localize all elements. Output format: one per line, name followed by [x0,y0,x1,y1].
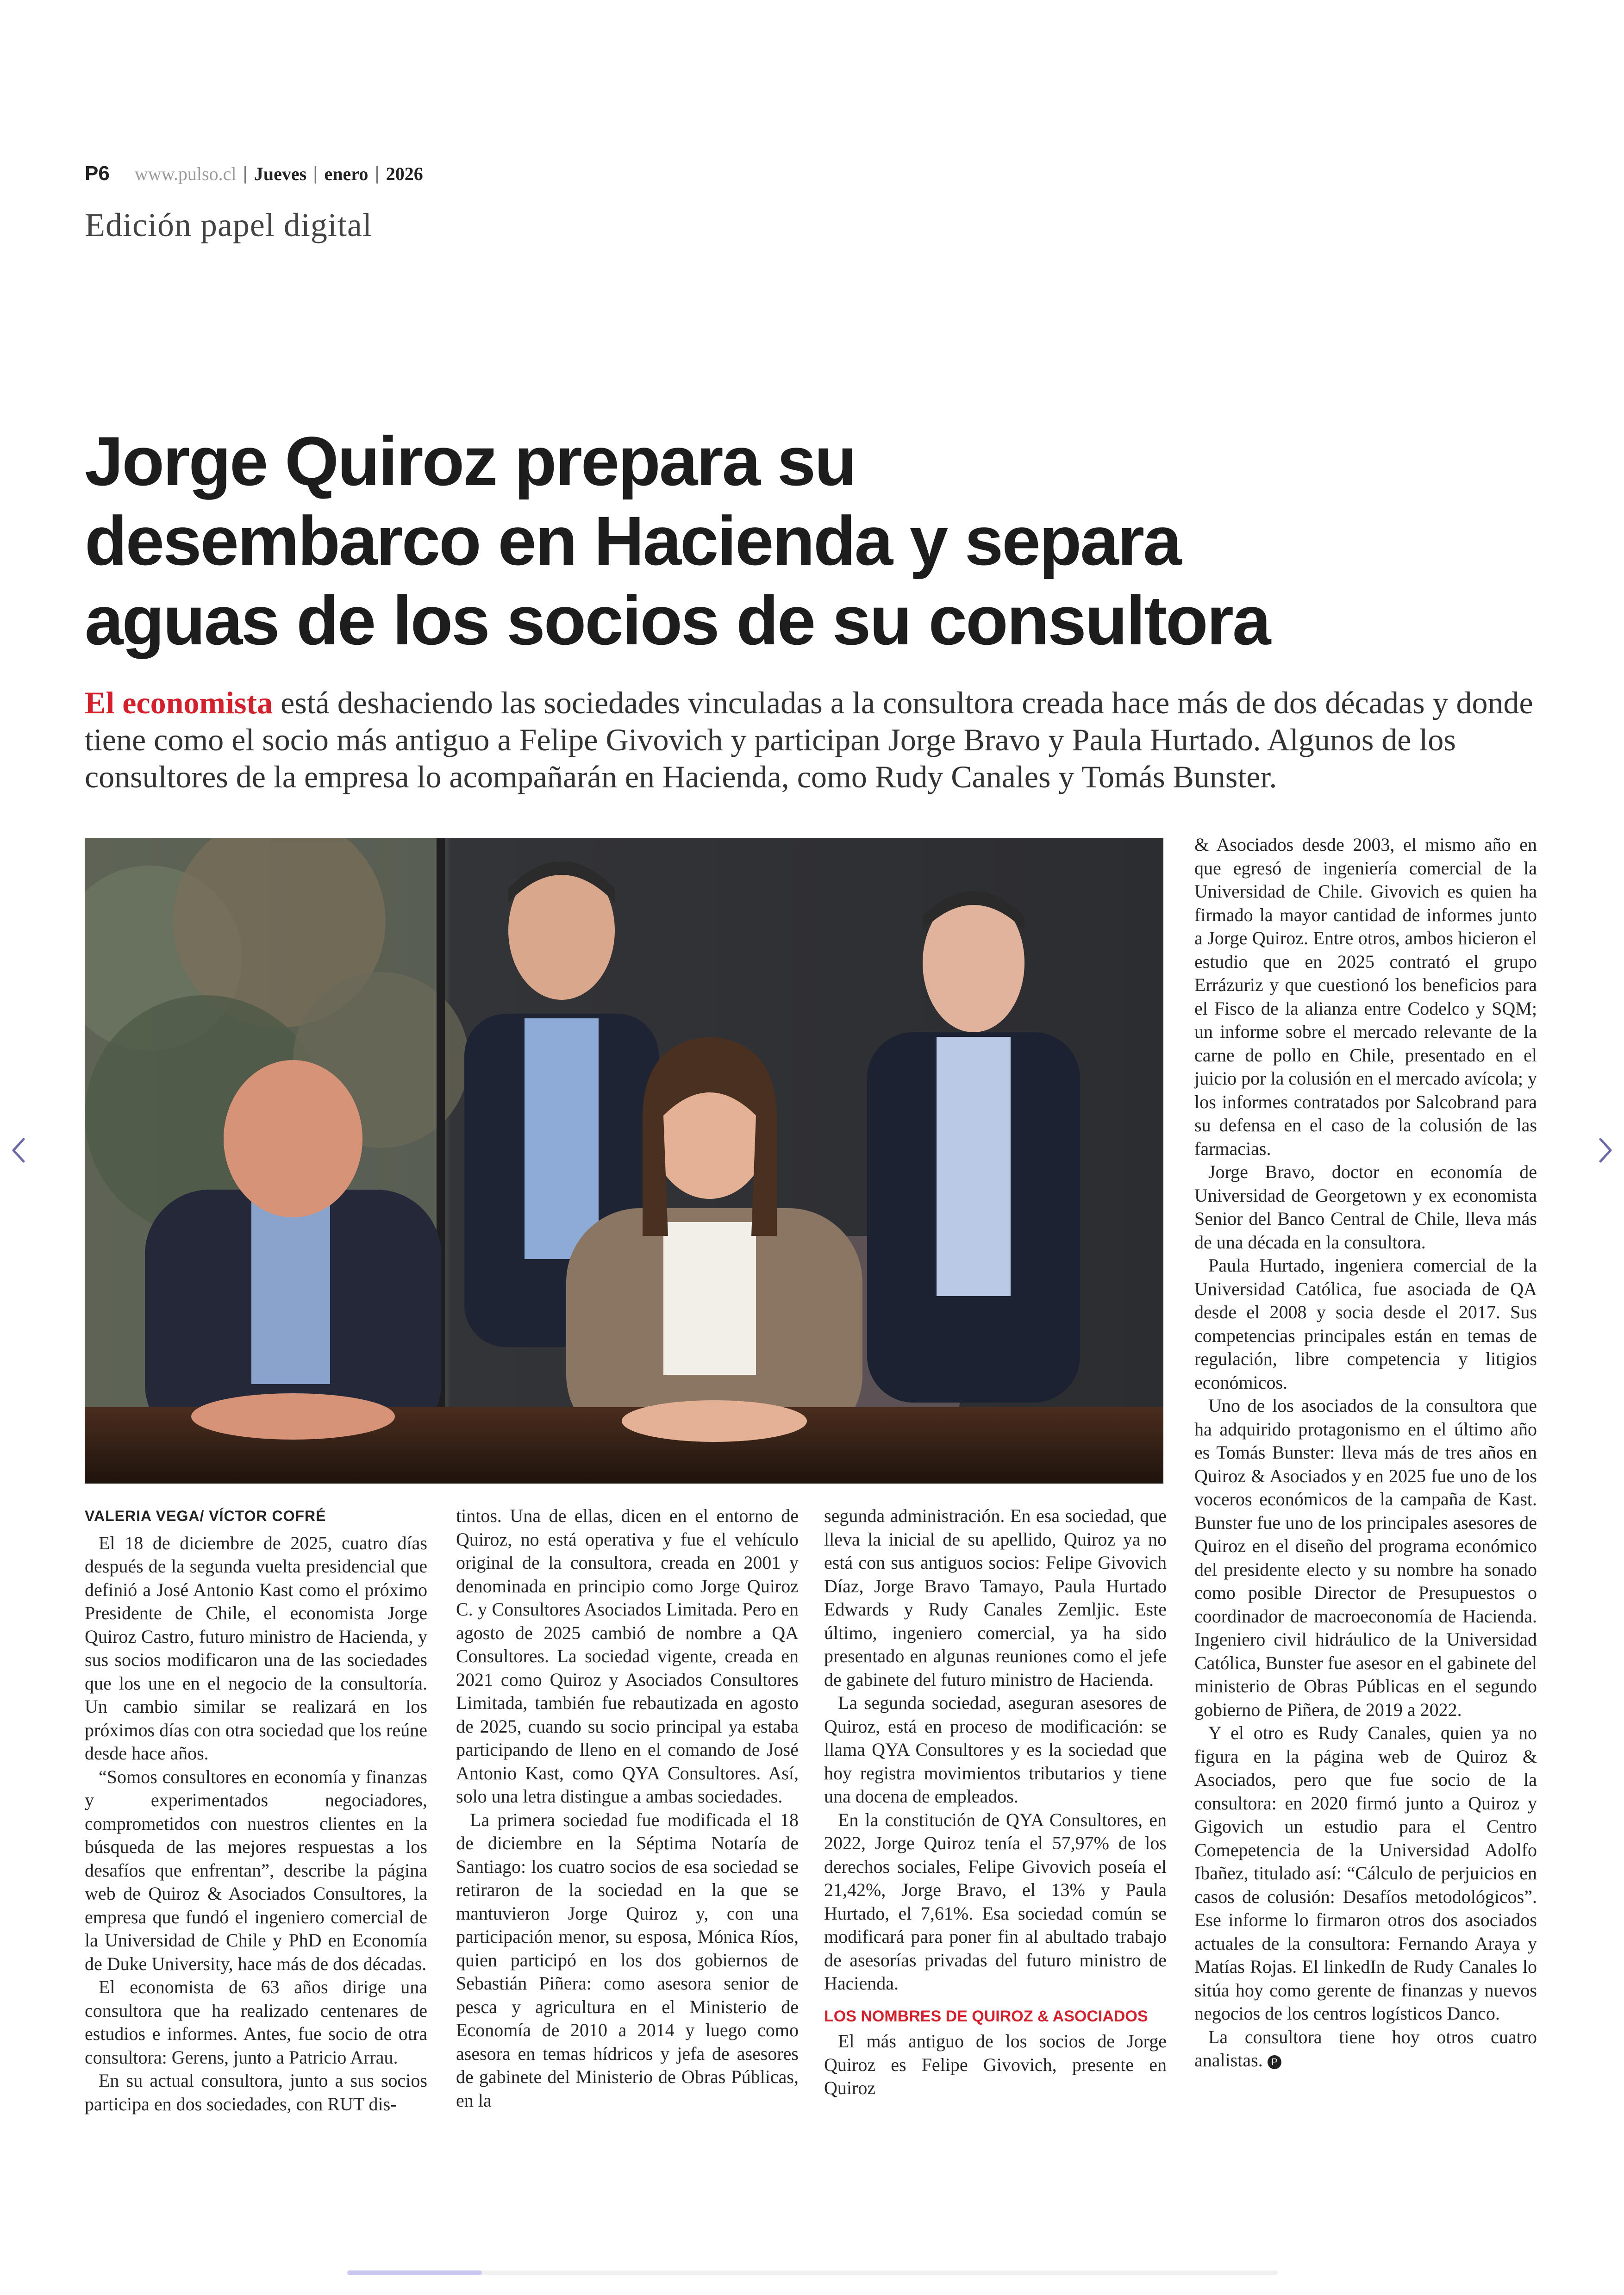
paragraph: La segunda sociedad, aseguran asesores de Quiroz, está en proceso de modificación: se llama QYA Consultores y es la sociedad que hoy registra movimientos tributarios y tiene una docena de empleados. [824,1692,1167,1807]
paragraph: El más antiguo de los socios de Jorge Quiroz es Felipe Givovich, presente en Quiroz [824,2031,1167,2098]
next-page-button[interactable] [1592,1129,1619,1171]
headline-line-3: aguas de los socios de su consultora [85,581,1270,659]
paragraph: & Asociados desde 2003, el mismo año en que egresó de ingeniería comercial de la Universidad de Chile. Givovich es quien ha firmado la mayor cantidad de informes junto a Jorge Quiroz. Entre otros, ambos hicieron el estudio que en 2025 contrató el grupo Errázuriz y que cuestionó los beneficios para el Fisco de la alianza entre Codelco y SQM; un informe sobre el mercado relevante de la carne de pollo en Chile, presentado en el juicio por la colusión en el mercado avícola; y los informes contratados por Salcobrand para su defensa en el caso de la colusión de las farmacias. [1194,834,1537,1159]
paragraph: segunda administración. En esa sociedad, que lleva la inicial de su apellido, Quiroz ya no está con sus antiguos socios: Felipe Givovich Díaz, Jorge Bravo Tamayo, Paula Hurtado Edwards y Rudy Canales Zemljic. Este último, ingeniero comercial, ya ha sido presentado en algunas reuniones como el jefe de gabinete del futuro ministro de Hacienda. [824,1505,1167,1690]
standfirst-kicker: El economista [85,685,273,720]
page-scrollbar[interactable] [347,2270,1278,2275]
paragraph: Jorge Bravo, doctor en economía de Universidad de Georgetown y ex economista Senior del Banco Central de Chile, lleva más de una década en la consultora. [1194,1161,1537,1253]
article-column-3 [824,1504,1167,2100]
edition-label: Edición papel digital [85,206,372,243]
headline-line-1: Jorge Quiroz prepara su [85,422,856,500]
paragraph: En la constitución de QYA Consultores, en 2022, Jorge Quiroz tenía el 57,97% de los derechos sociales, Felipe Givovich poseía el 21,42%, Jorge Bravo, el 13% y Paula Hurtado, el 7,61%. Esa sociedad común se modificará para poner fin al abultado trabajo de asesorías privadas del futuro ministro de Hacienda. [824,1809,1167,1994]
standfirst-text: está deshaciendo las sociedades vinculadas a la consultora creada hace más de dos décadas y donde tiene como el socio más antiguo a Felipe Givovich y participan Jorge Bravo y Paula Hurtado. Algunos de los consultores de la empresa lo acompañarán en Hacienda, como Rudy Canales y Tomás Bunster. [85,685,1533,794]
chevron-right-icon [1598,1137,1613,1163]
article-standfirst [85,684,1534,795]
article-column-1 [85,1504,427,2116]
paragraph: Y el otro es Rudy Canales, quien ya no figura en la página web de Quiroz & Asociados, pero que fue socio de la consultora: en 2020 firmó junto a Quiroz y Gigovich un estudio para el Centro Comepetencia de la Universidad Adolfo Ibañez, titulado así: “Cálculo de perjuicios en casos de colusión: Desafíos metodológicos”. Ese informe lo firmaron otros dos asociados actuales de la consultora: Fernando Araya y Matías Rojas. El linkedIn de Rudy Canales lo sitúa hoy como gerente de finanzas y nuevos negocios de los centros logísticos Danco. [1194,1722,1537,2024]
end-of-article-icon: P [1268,2055,1281,2069]
article-photo [85,838,1163,1484]
paragraph: La primera sociedad fue modificada el 18 de diciembre en la Séptima Notaría de Santiago: los cuatro socios de esa sociedad se retiraron de la sociedad en la que se mantuvieron Jorge Quiroz y, con una participación menor, su esposa, Mónica Ríos, quien participó en los dos gobiernos de Sebastián Piñera: como asesora senior de pesca y agricultura en el Ministerio de Economía de 2010 a 2014 y luego como asesora en temas hídricos y jefa de asesores de gabinete del Ministerio de Obras Públicas, en la [456,1809,799,2111]
paragraph: Uno de los asociados de la consultora que ha adquirido protagonismo en el último año es Tomás Bunster: lleva más de tres años en Quiroz & Asociados y en 2025 fue uno de los voceros económicos de la campaña de Kast. Bunster fue uno de los principales asesores de Quiroz en el diseño del programa económico del presidente electo y su nombre ha sonado como posible Director de Presupuestos o coordinador de macroeconomía de Hacienda. Ingeniero civil hidráulico de la Universidad Católica, Bunster fue asesor en el gabinete del ministerio de Obras Públicas en el segundo gobierno de Piñera, de 2019 a 2022. [1194,1395,1537,1720]
headline-line-2: desembarco en Hacienda y separa [85,502,1181,580]
page-folio: P6 www.pulso.cl | Jueves | enero | 2026 [85,162,423,185]
article-headline [85,421,1520,660]
chevron-left-icon [11,1137,26,1163]
paragraph: tintos. Una de ellas, dicen en el entorno de Quiroz, no está operativa y fue el vehículo original de la consultora, creada en 2001 y denominada en principio como Jorge Quiroz C. y Consultores Asociados Limitada. Pero en agosto de 2025 cambió de nombre a QA Consultores. La sociedad vigente, creada en 2021 como Quiroz y Asociados Consultores Limitada, también fue rebautizada en agosto de 2025, cuando su socio principal ya estaba participando de lleno en el comando de José Antonio Kast, como QYA Consultores. Así, solo una letra distingue a ambas sociedades. [456,1505,799,1807]
page-number: P6 [85,162,110,185]
paragraph: “Somos consultores en economía y finanzas y experimentados negociadores, comprometidos con nuestros clientes en la búsqueda de las mejores respuestas a los desafíos que enfrentan”, describe la página web de Quiroz & Asociados Consultores, la empresa que fundó el ingeniero comercial de la Universidad de Chile y PhD en Economía de Duke University, hace más de dos décadas. [85,1766,427,1974]
page-scrollbar-thumb[interactable] [347,2270,482,2275]
issue-year: 2026 [386,163,423,184]
final-sentence: La consultora tiene hoy otros cuatro analistas. [1194,2026,1537,2070]
paragraph: El economista de 63 años dirige una consultora que ha realizado centenares de estudios e informes. Antes, fue socio de otra consultora: Gerens, junto a Patricio Arrau. [85,1977,427,2068]
site-url: www.pulso.cl [134,163,237,184]
previous-page-button[interactable] [5,1129,32,1171]
paragraph: Paula Hurtado, ingeniera comercial de la Universidad Católica, fue asociada de QA desde el 2008 y socia desde el 2017. Sus competencias principales están en temas de regulación, libre competencia y litigios económicos. [1194,1255,1537,1393]
article-column-2 [456,1504,799,2112]
section-subhead: LOS NOMBRES DE QUIROZ & ASOCIADOS [824,2007,1148,2025]
paragraph-final [1194,2026,1537,2072]
issue-month: enero [324,163,369,184]
paragraph: El 18 de diciembre de 2025, cuatro días después de la segunda vuelta presidencial que definió a José Antonio Kast como el próximo Presidente de Chile, el economista Jorge Quiroz Castro, futuro ministro de Hacienda, y sus socios modificaron una de las sociedades que los une en el negocio de la consultoría. Un cambio similar se realizará en los próximos días con otra sociedad que los reúne desde hace años. [85,1532,427,1764]
group-portrait-image [85,838,1163,1484]
byline: VALERIA VEGA/ VÍCTOR COFRÉ [85,1508,326,1524]
issue-day: Jueves [254,163,307,184]
paragraph: En su actual consultora, junto a sus socios participa en dos sociedades, con RUT dis- [85,2070,427,2114]
article-column-4 [1194,833,1537,2072]
